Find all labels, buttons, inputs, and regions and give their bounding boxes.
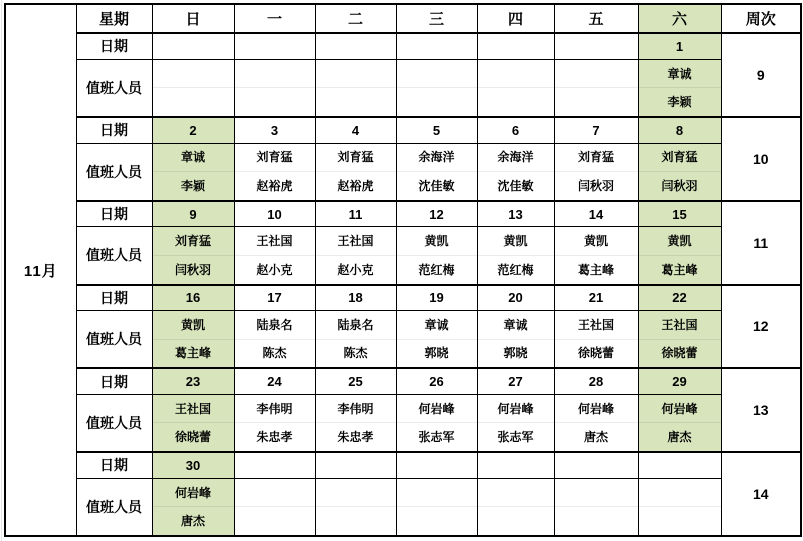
duty-cell bbox=[152, 394, 234, 452]
duty-cell bbox=[638, 59, 721, 117]
duty-cell bbox=[152, 478, 234, 536]
date-cell bbox=[554, 33, 638, 59]
duty-cell bbox=[234, 143, 315, 201]
date-cell: 2 bbox=[152, 117, 234, 143]
date-row-label: 日期 bbox=[76, 33, 152, 59]
duty-cell bbox=[396, 143, 477, 201]
duty-cell bbox=[396, 478, 477, 536]
date-cell: 19 bbox=[396, 285, 477, 311]
duty-person-name: 徐晓蕾 bbox=[577, 346, 614, 361]
duty-person-name: 王社国 bbox=[153, 395, 234, 424]
date-cell: 9 bbox=[152, 201, 234, 227]
duty-person-name bbox=[153, 60, 234, 89]
duty-cell bbox=[234, 227, 315, 285]
duty-person-name bbox=[478, 60, 554, 89]
date-cell: 17 bbox=[234, 285, 315, 311]
duty-cell bbox=[396, 311, 477, 369]
duty-person-name: 李颖 bbox=[180, 178, 205, 193]
date-row bbox=[5, 117, 801, 143]
duty-person-name: 刘育猛 bbox=[153, 227, 234, 256]
date-cell: 26 bbox=[396, 368, 477, 394]
date-row-label: 日期 bbox=[76, 368, 152, 394]
day-header-mon: 一 bbox=[234, 4, 315, 33]
duty-cell bbox=[477, 311, 554, 369]
duty-person-name: 李伟明 bbox=[235, 395, 315, 424]
duty-person-name bbox=[235, 60, 315, 89]
duty-person-name: 赵裕虎 bbox=[337, 178, 374, 193]
date-cell: 27 bbox=[477, 368, 554, 394]
month-cell: 11月 bbox=[5, 4, 76, 536]
duty-person-name: 余海洋 bbox=[478, 144, 554, 173]
duty-person-name bbox=[235, 88, 315, 116]
week-number-cell: 10 bbox=[721, 117, 801, 201]
duty-person-name: 黄凯 bbox=[397, 227, 477, 256]
duty-person-name: 何岩峰 bbox=[397, 395, 477, 424]
duty-row bbox=[5, 59, 801, 117]
date-cell: 13 bbox=[477, 201, 554, 227]
duty-person-name: 陈杰 bbox=[343, 346, 368, 361]
duty-person-name bbox=[555, 60, 638, 89]
date-row bbox=[5, 285, 801, 311]
duty-row-label: 值班人员 bbox=[76, 478, 152, 536]
duty-row bbox=[5, 478, 801, 536]
duty-cell bbox=[554, 59, 638, 117]
date-cell: 23 bbox=[152, 368, 234, 394]
duty-row bbox=[5, 394, 801, 452]
duty-person-name: 何岩峰 bbox=[639, 395, 721, 424]
date-row-label: 日期 bbox=[76, 201, 152, 227]
date-row-label: 日期 bbox=[76, 117, 152, 143]
duty-cell bbox=[638, 478, 721, 536]
duty-cell bbox=[315, 478, 396, 536]
duty-person-name: 黄凯 bbox=[555, 227, 638, 256]
duty-person-name: 章诚 bbox=[639, 60, 721, 89]
duty-person-name: 赵小克 bbox=[337, 262, 374, 277]
duty-person-name: 章诚 bbox=[478, 311, 554, 340]
duty-person-name: 徐晓蕾 bbox=[174, 430, 211, 445]
duty-person-name: 葛主峰 bbox=[661, 262, 698, 277]
duty-roster-table bbox=[4, 3, 802, 537]
duty-person-name bbox=[316, 88, 396, 116]
duty-person-name: 唐杰 bbox=[667, 430, 692, 445]
duty-person-name: 葛主峰 bbox=[174, 346, 211, 361]
duty-person-name bbox=[397, 507, 477, 535]
duty-person-name: 郭晓 bbox=[424, 346, 449, 361]
duty-person-name bbox=[478, 88, 554, 116]
duty-person-name: 黄凯 bbox=[478, 227, 554, 256]
date-cell: 8 bbox=[638, 117, 721, 143]
week-number-cell: 13 bbox=[721, 368, 801, 452]
duty-person-name: 张志军 bbox=[418, 430, 455, 445]
day-header-sat: 六 bbox=[638, 4, 721, 33]
duty-person-name bbox=[639, 479, 721, 508]
date-cell: 1 bbox=[638, 33, 721, 59]
duty-person-name bbox=[639, 507, 721, 535]
duty-cell bbox=[234, 59, 315, 117]
duty-person-name bbox=[397, 60, 477, 89]
duty-cell bbox=[152, 227, 234, 285]
date-cell bbox=[396, 33, 477, 59]
duty-cell bbox=[477, 478, 554, 536]
duty-cell bbox=[638, 394, 721, 452]
duty-cell bbox=[638, 143, 721, 201]
duty-row bbox=[5, 311, 801, 369]
duty-cell bbox=[315, 143, 396, 201]
duty-person-name bbox=[316, 507, 396, 535]
duty-person-name: 黄凯 bbox=[639, 227, 721, 256]
date-cell: 5 bbox=[396, 117, 477, 143]
date-cell bbox=[638, 452, 721, 478]
date-cell bbox=[234, 33, 315, 59]
date-row-label: 日期 bbox=[76, 285, 152, 311]
date-cell: 30 bbox=[152, 452, 234, 478]
date-cell: 20 bbox=[477, 285, 554, 311]
duty-person-name bbox=[555, 507, 638, 535]
date-cell: 15 bbox=[638, 201, 721, 227]
duty-person-name bbox=[153, 88, 234, 116]
duty-cell bbox=[477, 143, 554, 201]
duty-row-label: 值班人员 bbox=[76, 227, 152, 285]
duty-person-name: 章诚 bbox=[397, 311, 477, 340]
duty-person-name: 何岩峰 bbox=[153, 479, 234, 508]
duty-person-name: 李颖 bbox=[667, 95, 692, 110]
duty-person-name bbox=[478, 507, 554, 535]
duty-cell bbox=[315, 59, 396, 117]
duty-cell bbox=[315, 394, 396, 452]
date-cell: 25 bbox=[315, 368, 396, 394]
duty-cell bbox=[554, 394, 638, 452]
duty-person-name: 李伟明 bbox=[316, 395, 396, 424]
duty-person-name: 陆泉名 bbox=[316, 311, 396, 340]
duty-person-name bbox=[316, 479, 396, 508]
duty-cell bbox=[396, 227, 477, 285]
duty-row bbox=[5, 143, 801, 201]
duty-person-name: 陈杰 bbox=[262, 346, 287, 361]
date-cell: 16 bbox=[152, 285, 234, 311]
date-cell bbox=[234, 452, 315, 478]
date-cell bbox=[315, 33, 396, 59]
duty-person-name: 葛主峰 bbox=[577, 262, 614, 277]
date-cell: 3 bbox=[234, 117, 315, 143]
duty-cell bbox=[477, 227, 554, 285]
duty-person-name: 王社国 bbox=[639, 311, 721, 340]
duty-person-name: 赵小克 bbox=[256, 262, 293, 277]
duty-person-name: 沈佳敏 bbox=[497, 178, 534, 193]
week-number-cell: 12 bbox=[721, 285, 801, 369]
date-cell: 11 bbox=[315, 201, 396, 227]
date-cell bbox=[477, 33, 554, 59]
duty-cell bbox=[234, 478, 315, 536]
duty-person-name: 刘育猛 bbox=[316, 144, 396, 173]
duty-row bbox=[5, 227, 801, 285]
duty-row-label: 值班人员 bbox=[76, 143, 152, 201]
duty-cell bbox=[396, 394, 477, 452]
date-cell: 21 bbox=[554, 285, 638, 311]
duty-cell bbox=[638, 311, 721, 369]
duty-person-name: 何岩峰 bbox=[555, 395, 638, 424]
duty-row-label: 值班人员 bbox=[76, 394, 152, 452]
duty-cell bbox=[152, 143, 234, 201]
duty-person-name: 刘育猛 bbox=[555, 144, 638, 173]
date-cell: 10 bbox=[234, 201, 315, 227]
date-row bbox=[5, 201, 801, 227]
day-header-fri: 五 bbox=[554, 4, 638, 33]
duty-person-name: 范红梅 bbox=[497, 262, 534, 277]
date-cell: 6 bbox=[477, 117, 554, 143]
duty-person-name: 闫秋羽 bbox=[174, 262, 211, 277]
date-cell bbox=[152, 33, 234, 59]
date-row bbox=[5, 368, 801, 394]
duty-cell bbox=[234, 311, 315, 369]
duty-person-name: 闫秋羽 bbox=[577, 178, 614, 193]
duty-person-name: 郭晓 bbox=[503, 346, 528, 361]
weeknum-header-label: 周次 bbox=[721, 4, 801, 33]
duty-cell bbox=[554, 143, 638, 201]
week-number-cell: 9 bbox=[721, 33, 801, 117]
duty-person-name: 朱忠孝 bbox=[256, 430, 293, 445]
date-row-label: 日期 bbox=[76, 452, 152, 478]
duty-person-name: 王社国 bbox=[235, 227, 315, 256]
duty-row-label: 值班人员 bbox=[76, 59, 152, 117]
duty-person-name: 刘育猛 bbox=[639, 144, 721, 173]
duty-person-name: 章诚 bbox=[153, 144, 234, 173]
duty-cell bbox=[315, 311, 396, 369]
duty-person-name: 王社国 bbox=[316, 227, 396, 256]
duty-person-name: 黄凯 bbox=[153, 311, 234, 340]
duty-cell bbox=[554, 311, 638, 369]
duty-person-name: 闫秋羽 bbox=[661, 178, 698, 193]
date-cell: 14 bbox=[554, 201, 638, 227]
duty-person-name: 陆泉名 bbox=[235, 311, 315, 340]
duty-person-name: 唐杰 bbox=[583, 430, 608, 445]
duty-person-name: 余海洋 bbox=[397, 144, 477, 173]
duty-person-name: 刘育猛 bbox=[235, 144, 315, 173]
duty-person-name bbox=[555, 479, 638, 508]
duty-person-name bbox=[235, 479, 315, 508]
duty-person-name bbox=[397, 479, 477, 508]
date-cell bbox=[554, 452, 638, 478]
header-row bbox=[5, 4, 801, 33]
day-header-tue: 二 bbox=[315, 4, 396, 33]
duty-cell bbox=[234, 394, 315, 452]
date-cell: 28 bbox=[554, 368, 638, 394]
duty-person-name bbox=[235, 507, 315, 535]
duty-person-name: 徐晓蕾 bbox=[661, 346, 698, 361]
duty-person-name bbox=[555, 88, 638, 116]
date-row bbox=[5, 33, 801, 59]
date-cell: 24 bbox=[234, 368, 315, 394]
duty-person-name: 沈佳敏 bbox=[418, 178, 455, 193]
duty-cell bbox=[396, 59, 477, 117]
date-cell bbox=[477, 452, 554, 478]
duty-cell bbox=[152, 59, 234, 117]
date-cell: 18 bbox=[315, 285, 396, 311]
duty-person-name: 王社国 bbox=[555, 311, 638, 340]
day-header-sun: 日 bbox=[152, 4, 234, 33]
duty-cell bbox=[315, 227, 396, 285]
duty-person-name: 朱忠孝 bbox=[337, 430, 374, 445]
date-cell bbox=[315, 452, 396, 478]
date-cell: 29 bbox=[638, 368, 721, 394]
duty-cell bbox=[477, 394, 554, 452]
duty-person-name: 唐杰 bbox=[180, 514, 205, 529]
duty-cell bbox=[638, 227, 721, 285]
duty-person-name bbox=[478, 479, 554, 508]
duty-person-name: 何岩峰 bbox=[478, 395, 554, 424]
duty-cell bbox=[152, 311, 234, 369]
duty-cell bbox=[554, 478, 638, 536]
day-header-thu: 四 bbox=[477, 4, 554, 33]
date-cell: 22 bbox=[638, 285, 721, 311]
duty-person-name: 范红梅 bbox=[418, 262, 455, 277]
date-cell: 7 bbox=[554, 117, 638, 143]
duty-cell bbox=[477, 59, 554, 117]
date-cell: 12 bbox=[396, 201, 477, 227]
duty-row-label: 值班人员 bbox=[76, 311, 152, 369]
week-header-label: 星期 bbox=[76, 4, 152, 33]
duty-person-name bbox=[316, 60, 396, 89]
date-row bbox=[5, 452, 801, 478]
duty-person-name: 赵裕虎 bbox=[256, 178, 293, 193]
date-cell: 4 bbox=[315, 117, 396, 143]
day-header-wed: 三 bbox=[396, 4, 477, 33]
spreadsheet-margin-gridline bbox=[1, 0, 2, 541]
duty-person-name: 张志军 bbox=[497, 430, 534, 445]
duty-person-name bbox=[397, 88, 477, 116]
week-number-cell: 14 bbox=[721, 452, 801, 536]
duty-cell bbox=[554, 227, 638, 285]
week-number-cell: 11 bbox=[721, 201, 801, 285]
date-cell bbox=[396, 452, 477, 478]
